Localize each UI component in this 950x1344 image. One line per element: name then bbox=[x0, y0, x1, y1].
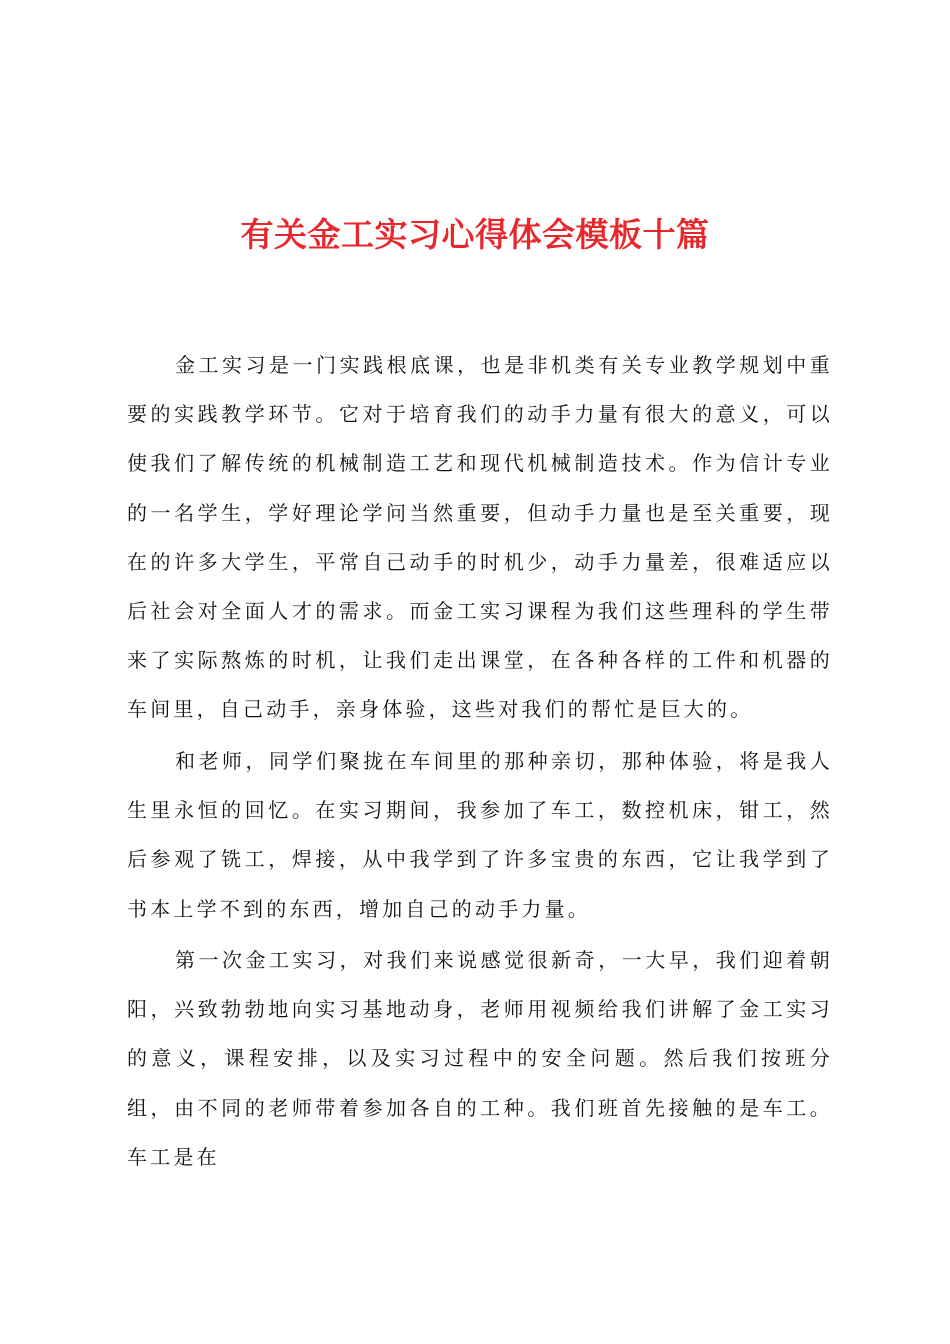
paragraph-1: 金工实习是一门实践根底课，也是非机类有关专业教学规划中重要的实践教学环节。它对于培育我们的动手力量有很大的意义，可以使我们了解传统的机械制造工艺和现代机械制造技术。作为信计专业的一名学生，学好理论学问当然重要，但动手力量也是至关重要，现在的许多大学生，平常自己动手的时机少，动手力量差，很难适应以后社会对全面人才的需求。而金工实习课程为我们这些理科的学生带来了实际熬炼的时机，让我们走出课堂，在各种各样的工件和机器的车间里，自己动手，亲身体验，这些对我们的帮忙是巨大的。 bbox=[127, 353, 833, 722]
document-title: 有关金工实习心得体会模板十篇 bbox=[240, 215, 710, 254]
paragraph-3-container bbox=[127, 936, 833, 1182]
paragraph-3: 第一次金工实习，对我们来说感觉很新奇，一大早，我们迎着朝阳，兴致勃勃地向实习基地动身，老师用视频给我们讲解了金工实习的意义，课程安排，以及实习过程中的安全问题。然后我们按班分组，由不同的老师带着参加各自的工种。我们班首先接触的是车工。车工是在 bbox=[127, 948, 833, 1169]
paragraph-2-container bbox=[127, 737, 833, 934]
paragraph-2: 和老师，同学们聚拢在车间里的那种亲切，那种体验，将是我人生里永恒的回忆。在实习期间，我参加了车工，数控机床，钳工，然后参观了铣工，焊接，从中我学到了许多宝贵的东西，它让我学到了书本上学不到的东西，增加自己的动手力量。 bbox=[127, 749, 833, 921]
paragraph-1-container bbox=[127, 341, 833, 735]
